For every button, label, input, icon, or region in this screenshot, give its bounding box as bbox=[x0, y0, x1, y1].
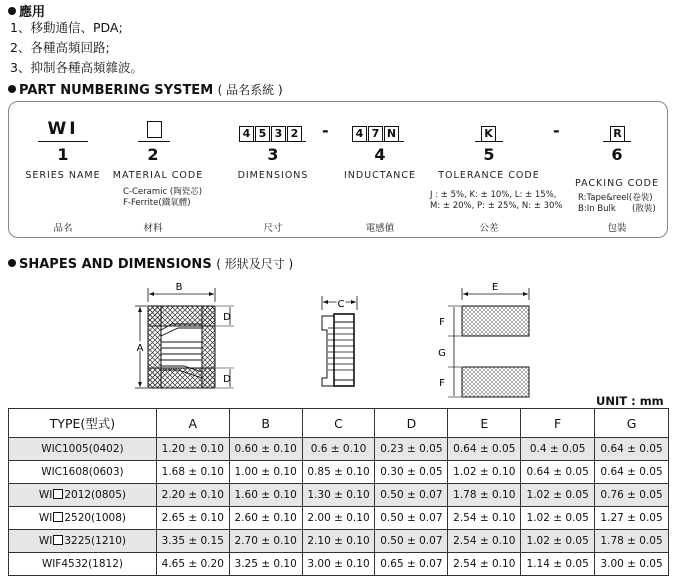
material-note: C-Ceramic (陶瓷芯) bbox=[123, 187, 203, 197]
field-zh: 公差 bbox=[479, 223, 499, 234]
value-cell: 3.35 ± 0.15 bbox=[156, 530, 229, 553]
packing-note: R:Tape&reel(卷裝) bbox=[578, 193, 653, 203]
column-header: F bbox=[521, 409, 595, 438]
field-underline bbox=[475, 141, 503, 142]
field-zh: 材料 bbox=[143, 223, 163, 234]
value-cell: 0.64 ± 0.05 bbox=[595, 438, 669, 461]
value-cell: 2.10 ± 0.10 bbox=[302, 530, 375, 553]
column-header: A bbox=[156, 409, 229, 438]
application-heading: 應用 bbox=[8, 1, 45, 20]
table-row bbox=[9, 530, 669, 553]
type-suffix: 2520(1008) bbox=[64, 512, 126, 524]
type-prefix: WIC1005(0402) bbox=[41, 443, 124, 455]
application-item: 1、移動通信、PDA; bbox=[10, 20, 123, 35]
application-item: 2、各種高頻回路; bbox=[10, 40, 110, 55]
field-name: MATERIAL CODE bbox=[112, 170, 204, 181]
value-cell: 1.02 ± 0.05 bbox=[521, 530, 595, 553]
table-row bbox=[9, 484, 669, 507]
column-header: G bbox=[595, 409, 669, 438]
field-zh: 尺寸 bbox=[263, 223, 283, 234]
value-cell: 1.14 ± 0.05 bbox=[521, 553, 595, 576]
table-row bbox=[9, 438, 669, 461]
dim-label-f: F bbox=[439, 378, 445, 389]
type-prefix: WIC1608(0603) bbox=[41, 466, 124, 478]
field-number: 3 bbox=[267, 145, 279, 164]
code-digit: K bbox=[481, 126, 496, 142]
value-cell: 1.27 ± 0.05 bbox=[595, 507, 669, 530]
table-header-row bbox=[9, 409, 669, 438]
field-underline bbox=[352, 141, 404, 142]
field-name: SERIES NAME bbox=[25, 170, 101, 181]
field-underline bbox=[138, 141, 170, 142]
bullet-icon bbox=[8, 7, 16, 15]
type-prefix: WIF4532(1812) bbox=[41, 558, 123, 570]
packing-note: B:In Bulk (散裝) bbox=[578, 204, 656, 214]
bullet-icon bbox=[8, 259, 16, 267]
value-cell: 2.20 ± 0.10 bbox=[156, 484, 229, 507]
dim-label-f: F bbox=[439, 317, 445, 328]
unit-label: UNIT : mm bbox=[596, 394, 664, 408]
dimension-code bbox=[239, 122, 303, 142]
type-cell bbox=[9, 507, 157, 530]
value-cell: 2.70 ± 0.10 bbox=[229, 530, 302, 553]
separator-dash: - bbox=[322, 121, 329, 140]
value-cell: 0.50 ± 0.07 bbox=[375, 484, 448, 507]
field-underline bbox=[239, 141, 306, 142]
type-prefix: WI bbox=[38, 489, 53, 501]
bullet-icon bbox=[8, 85, 16, 93]
field-name: TOLERANCE CODE bbox=[438, 170, 540, 181]
field-number: 4 bbox=[374, 145, 386, 164]
value-cell: 3.25 ± 0.10 bbox=[229, 553, 302, 576]
separator-dash: - bbox=[553, 121, 560, 140]
type-cell bbox=[9, 484, 157, 507]
top-view-drawing bbox=[135, 282, 234, 388]
material-box-icon bbox=[53, 512, 63, 522]
value-cell: 3.00 ± 0.10 bbox=[302, 553, 375, 576]
dim-label-g: G bbox=[438, 348, 446, 359]
code-digit: 2 bbox=[287, 126, 302, 142]
table-row bbox=[9, 553, 669, 576]
code-digit: 5 bbox=[255, 126, 270, 142]
part-numbering-heading: PART NUMBERING SYSTEM ( 品名系統 ) bbox=[8, 81, 283, 98]
value-cell: 0.23 ± 0.05 bbox=[375, 438, 448, 461]
inductance-code bbox=[352, 122, 400, 142]
dim-label-b: B bbox=[175, 282, 183, 293]
column-header: C bbox=[302, 409, 375, 438]
value-cell: 1.30 ± 0.10 bbox=[302, 484, 375, 507]
dim-label-a: A bbox=[136, 343, 144, 354]
value-cell: 1.78 ± 0.10 bbox=[448, 484, 521, 507]
value-cell: 0.64 ± 0.05 bbox=[448, 438, 521, 461]
column-header: D bbox=[375, 409, 448, 438]
field-zh: 包裝 bbox=[607, 223, 627, 234]
value-cell: 2.60 ± 0.10 bbox=[229, 507, 302, 530]
value-cell: 3.00 ± 0.05 bbox=[595, 553, 669, 576]
field-zh: 品名 bbox=[53, 223, 73, 234]
table-row bbox=[9, 507, 669, 530]
material-note: F-Ferrite(鐵氧體) bbox=[123, 198, 191, 208]
type-cell bbox=[9, 461, 157, 484]
value-cell: 0.30 ± 0.05 bbox=[375, 461, 448, 484]
value-cell: 1.78 ± 0.05 bbox=[595, 530, 669, 553]
value-cell: 2.65 ± 0.10 bbox=[156, 507, 229, 530]
type-suffix: 3225(1210) bbox=[64, 535, 126, 547]
type-prefix: WI bbox=[38, 512, 53, 524]
column-header: TYPE(型式) bbox=[9, 409, 157, 438]
type-prefix: WI bbox=[38, 535, 53, 547]
series-code: WI bbox=[47, 119, 79, 139]
value-cell: 1.00 ± 0.10 bbox=[229, 461, 302, 484]
value-cell: 0.50 ± 0.07 bbox=[375, 507, 448, 530]
dim-label-d: D bbox=[223, 312, 231, 323]
material-code-box bbox=[147, 121, 162, 138]
dimensions-table bbox=[8, 408, 669, 576]
field-zh: 電感値 bbox=[365, 223, 395, 234]
value-cell: 0.50 ± 0.07 bbox=[375, 530, 448, 553]
type-cell bbox=[9, 553, 157, 576]
value-cell: 0.6 ± 0.10 bbox=[302, 438, 375, 461]
code-digit: R bbox=[610, 126, 625, 142]
shapes-heading: SHAPES AND DIMENSIONS ( 形狀及尺寸 ) bbox=[8, 255, 293, 272]
footprint-drawing bbox=[438, 282, 529, 397]
field-name: DIMENSIONS bbox=[237, 170, 309, 181]
field-underline bbox=[38, 141, 88, 142]
dim-label-c: C bbox=[337, 299, 345, 310]
dimension-drawings bbox=[0, 270, 676, 406]
packing-code bbox=[610, 122, 626, 142]
value-cell: 1.68 ± 0.10 bbox=[156, 461, 229, 484]
value-cell: 4.65 ± 0.20 bbox=[156, 553, 229, 576]
tolerance-note: J : ± 5%, K: ± 10%, L: ± 15%, bbox=[430, 190, 557, 200]
value-cell: 0.4 ± 0.05 bbox=[521, 438, 595, 461]
value-cell: 1.02 ± 0.05 bbox=[521, 507, 595, 530]
field-number: 2 bbox=[147, 145, 159, 164]
value-cell: 0.85 ± 0.10 bbox=[302, 461, 375, 484]
value-cell: 0.65 ± 0.07 bbox=[375, 553, 448, 576]
field-name: PACKING CODE bbox=[574, 178, 660, 189]
value-cell: 2.00 ± 0.10 bbox=[302, 507, 375, 530]
field-name: INDUCTANCE bbox=[343, 170, 417, 181]
type-suffix: 2012(0805) bbox=[64, 489, 126, 501]
table-row bbox=[9, 461, 669, 484]
value-cell: 0.60 ± 0.10 bbox=[229, 438, 302, 461]
column-header: E bbox=[448, 409, 521, 438]
value-cell: 0.76 ± 0.05 bbox=[595, 484, 669, 507]
code-digit: N bbox=[384, 126, 399, 142]
type-cell bbox=[9, 530, 157, 553]
dim-label-d: D bbox=[223, 374, 231, 385]
field-number: 5 bbox=[483, 145, 495, 164]
side-view-drawing bbox=[322, 296, 357, 386]
field-underline bbox=[603, 141, 631, 142]
value-cell: 0.64 ± 0.05 bbox=[595, 461, 669, 484]
application-item: 3、抑制各種高頻雜波。 bbox=[10, 60, 143, 75]
column-header: B bbox=[229, 409, 302, 438]
material-box-icon bbox=[53, 535, 63, 545]
tolerance-code bbox=[481, 122, 497, 142]
dim-label-e: E bbox=[491, 282, 499, 293]
code-digit: 4 bbox=[352, 126, 367, 142]
value-cell: 2.54 ± 0.10 bbox=[448, 553, 521, 576]
field-number: 1 bbox=[57, 145, 69, 164]
value-cell: 2.54 ± 0.10 bbox=[448, 507, 521, 530]
value-cell: 1.60 ± 0.10 bbox=[229, 484, 302, 507]
value-cell: 1.02 ± 0.10 bbox=[448, 461, 521, 484]
value-cell: 0.64 ± 0.05 bbox=[521, 461, 595, 484]
value-cell: 2.54 ± 0.10 bbox=[448, 530, 521, 553]
code-digit: 7 bbox=[368, 126, 383, 142]
material-box-icon bbox=[53, 489, 63, 499]
type-cell bbox=[9, 438, 157, 461]
code-digit: 3 bbox=[271, 126, 286, 142]
tolerance-note: M: ± 20%, P: ± 25%, N: ± 30% bbox=[430, 201, 563, 211]
value-cell: 1.02 ± 0.05 bbox=[521, 484, 595, 507]
field-number: 6 bbox=[611, 145, 623, 164]
code-digit: 4 bbox=[239, 126, 254, 142]
value-cell: 1.20 ± 0.10 bbox=[156, 438, 229, 461]
